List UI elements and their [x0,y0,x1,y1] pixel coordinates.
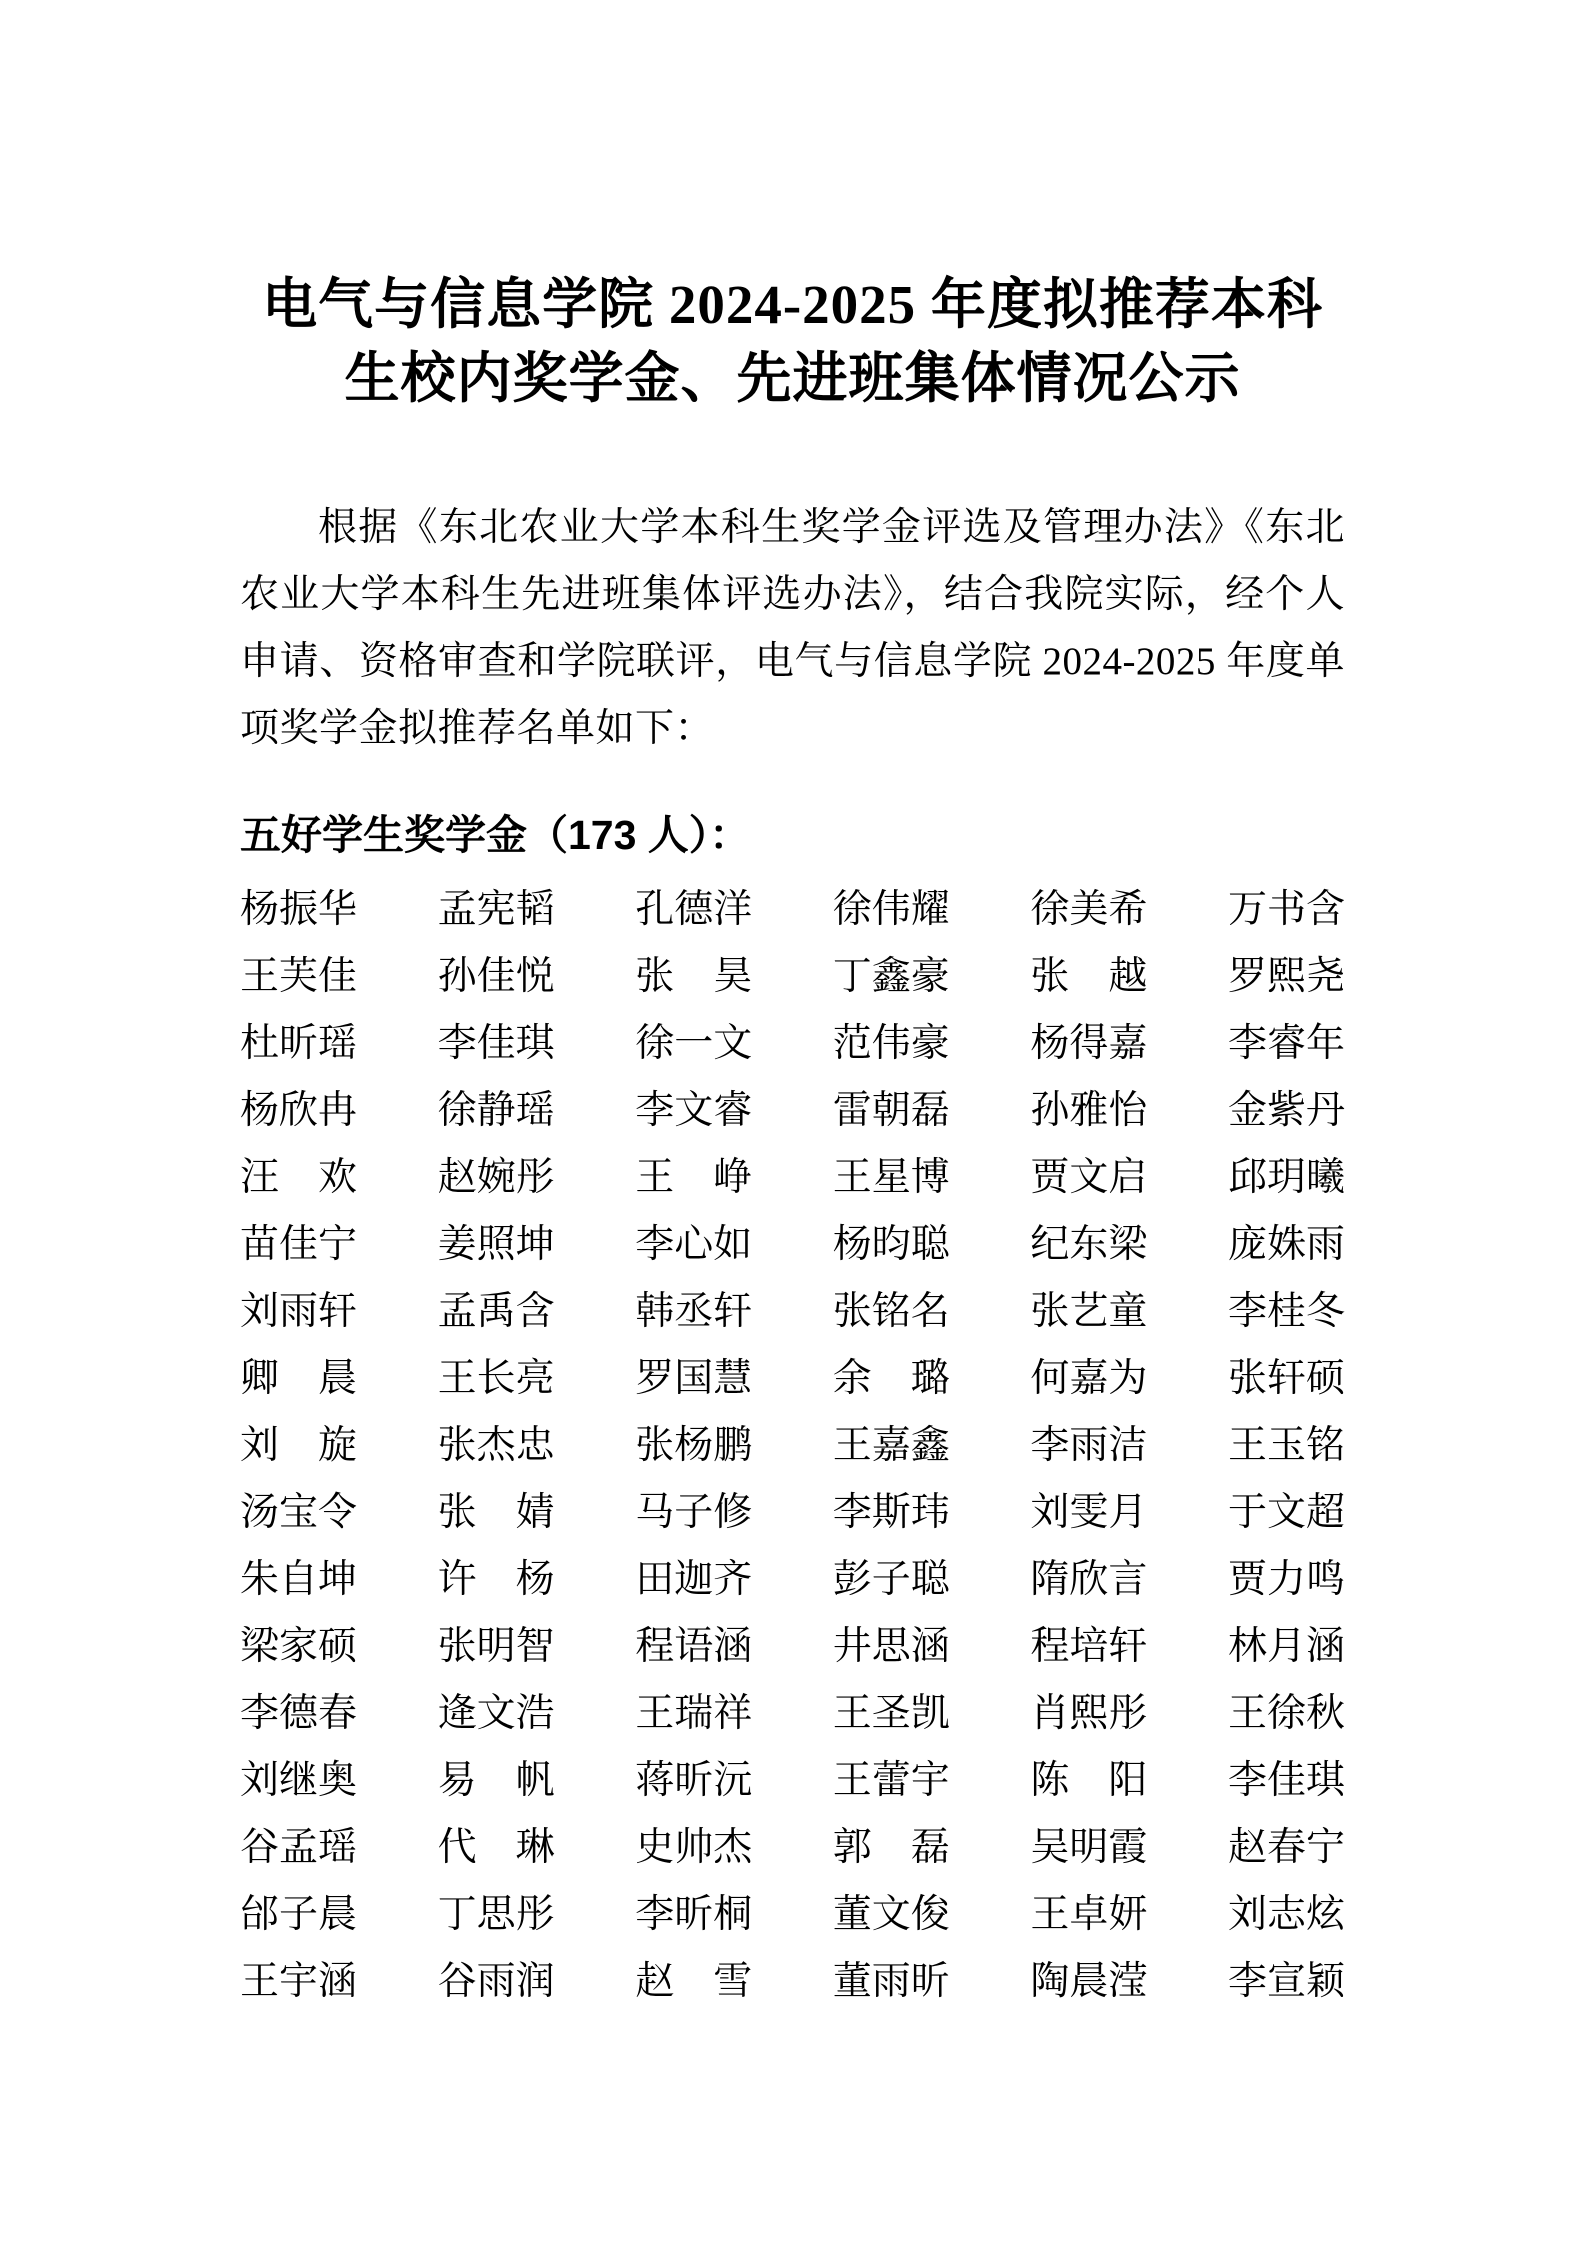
student-name: 孟宪韬 [437,888,555,931]
student-name: 隋欣言 [1030,1558,1148,1601]
student-name: 刘志炫 [1227,1893,1345,1936]
scholarship-names-grid [240,876,1345,2015]
student-name: 刘 旋 [240,1424,358,1467]
student-name: 杨振华 [240,888,358,931]
student-name: 贾文启 [1030,1156,1148,1199]
student-name: 张 昊 [635,955,753,998]
student-name: 王宇涵 [240,1960,358,2003]
student-name: 雷朝磊 [832,1089,950,1132]
student-name: 纪东梁 [1030,1223,1148,1266]
student-name: 汪 欢 [240,1156,358,1199]
student-name: 王嘉鑫 [832,1424,950,1467]
student-name: 许 杨 [437,1558,555,1601]
student-name: 邱玥曦 [1227,1156,1345,1199]
student-name: 赵春宁 [1227,1826,1345,1869]
student-name: 孙雅怡 [1030,1089,1148,1132]
student-name: 张 越 [1030,955,1148,998]
student-name: 李睿年 [1227,1022,1345,1065]
student-name: 汤宝令 [240,1491,358,1534]
document-title-line-1: 电气与信息学院 2024-2025 年度拟推荐本科 [262,274,1323,335]
student-name: 孔德洋 [635,888,753,931]
student-name: 王圣凯 [832,1692,950,1735]
student-name: 肖熙彤 [1030,1692,1148,1735]
student-name: 张杨鹏 [635,1424,753,1467]
student-name: 蒋昕沅 [635,1759,753,1802]
student-name: 董文俊 [832,1893,950,1936]
student-name: 张轩硕 [1227,1357,1345,1400]
student-name: 王蕾宇 [832,1759,950,1802]
student-name: 李佳琪 [1227,1759,1345,1802]
student-name: 谷雨润 [437,1960,555,2003]
student-name: 林月涵 [1227,1625,1345,1668]
student-name: 徐美希 [1030,888,1148,931]
student-name: 吴明霞 [1030,1826,1148,1869]
student-name: 刘雯月 [1030,1491,1148,1534]
student-name: 逄文浩 [437,1692,555,1735]
student-name: 程培轩 [1030,1625,1148,1668]
student-name: 李雨洁 [1030,1424,1148,1467]
student-name: 丁思彤 [437,1893,555,1936]
student-name: 王 峥 [635,1156,753,1199]
student-name: 孟禹含 [437,1290,555,1333]
student-name: 王芙佳 [240,955,358,998]
student-name: 李桂冬 [1227,1290,1345,1333]
student-name: 田迦齐 [635,1558,753,1601]
student-name: 梁家硕 [240,1625,358,1668]
student-name: 赵婉彤 [437,1156,555,1199]
student-name: 孙佳悦 [437,955,555,998]
student-name: 万书含 [1227,888,1345,931]
student-name: 赵 雪 [635,1960,753,2003]
student-name: 徐伟耀 [832,888,950,931]
student-name: 朱自坤 [240,1558,358,1601]
student-name: 刘雨轩 [240,1290,358,1333]
student-name: 程语涵 [635,1625,753,1668]
student-name: 郭 磊 [832,1826,950,1869]
student-name: 于文超 [1227,1491,1345,1534]
student-name: 王星博 [832,1156,950,1199]
student-name: 陶晨滢 [1030,1960,1148,2003]
student-name: 余 璐 [832,1357,950,1400]
document-title-line-2: 生校内奖学金、先进班集体情况公示 [344,348,1241,409]
student-name: 苗佳宁 [240,1223,358,1266]
student-name: 李佳琪 [437,1022,555,1065]
student-name: 李宣颖 [1227,1960,1345,2003]
student-name: 张铭名 [832,1290,950,1333]
student-name: 姜照坤 [437,1223,555,1266]
student-name: 徐一文 [635,1022,753,1065]
student-name: 谷孟瑶 [240,1826,358,1869]
student-name: 丁鑫豪 [832,955,950,998]
student-name: 卿 晨 [240,1357,358,1400]
student-name: 王瑞祥 [635,1692,753,1735]
student-name: 陈 阳 [1030,1759,1148,1802]
student-name: 马子修 [635,1491,753,1534]
student-name: 张明智 [437,1625,555,1668]
student-name: 贾力鸣 [1227,1558,1345,1601]
student-name: 易 帆 [437,1759,555,1802]
student-name: 庞姝雨 [1227,1223,1345,1266]
student-name: 杨昀聪 [832,1223,950,1266]
student-name: 李心如 [635,1223,753,1266]
student-name: 李德春 [240,1692,358,1735]
student-name: 李昕桐 [635,1893,753,1936]
section-heading-scholarship: 五好学生奖学金（173 人）： [240,812,751,858]
student-name: 范伟豪 [832,1022,950,1065]
intro-paragraph: 根据《东北农业大学本科生奖学金评选及管理办法》《东北农业大学本科生先进班集体评选办法》，结合我院实际，经个人申请、资格审查和学院联评，电气与信息学院 2024-2025 年度单项奖学金拟推荐名单如下： [240,506,1345,750]
student-name: 彭子聪 [832,1558,950,1601]
student-name: 杨欣冉 [240,1089,358,1132]
student-name: 杜昕瑶 [240,1022,358,1065]
student-name: 罗熙尧 [1227,955,1345,998]
student-name: 张艺童 [1030,1290,1148,1333]
student-name: 金紫丹 [1227,1089,1345,1132]
student-name: 邰子晨 [240,1893,358,1936]
student-name: 史帅杰 [635,1826,753,1869]
student-name: 董雨昕 [832,1960,950,2003]
student-name: 徐静瑶 [437,1089,555,1132]
student-name: 张杰忠 [437,1424,555,1467]
student-name: 李文睿 [635,1089,753,1132]
student-name: 代 琳 [437,1826,555,1869]
document-title [240,268,1345,416]
student-name: 张 婧 [437,1491,555,1534]
student-name: 井思涵 [832,1625,950,1668]
student-name: 韩丞轩 [635,1290,753,1333]
student-name: 刘继奥 [240,1759,358,1802]
student-name: 李斯玮 [832,1491,950,1534]
student-name: 杨得嘉 [1030,1022,1148,1065]
student-name: 罗国慧 [635,1357,753,1400]
student-name: 王长亮 [437,1357,555,1400]
student-name: 何嘉为 [1030,1357,1148,1400]
student-name: 王徐秋 [1227,1692,1345,1735]
student-name: 王玉铭 [1227,1424,1345,1467]
student-name: 王卓妍 [1030,1893,1148,1936]
